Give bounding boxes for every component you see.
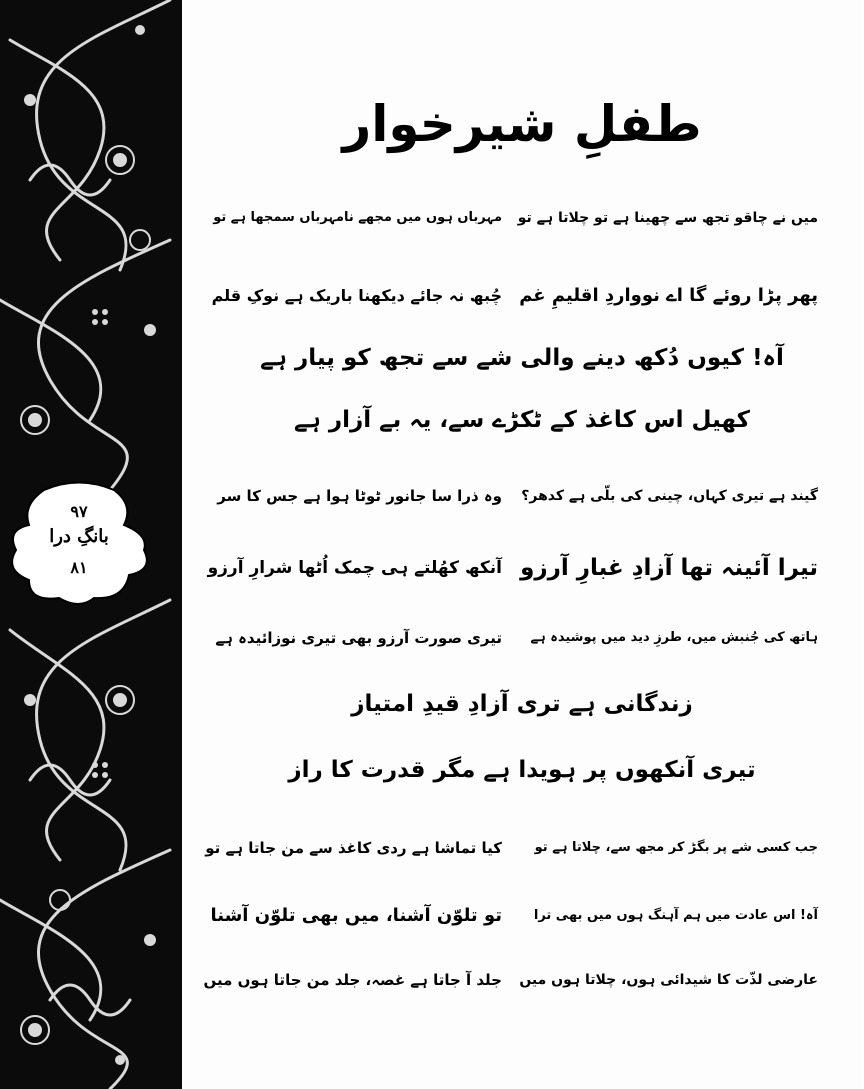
- verse-line: آنکھ کھُلتے ہی چمک اُٹھا شرارِ آرزو: [207, 558, 502, 578]
- verse-line: پھر پڑا روئے گا اے نوواردِ اقلیمِ غم: [519, 285, 818, 306]
- verse-line: تو تلوّن آشنا، میں بھی تلوّن آشنا: [210, 905, 502, 926]
- page-number-badge: [4, 480, 154, 610]
- verse-line: عارضی لذّت کا شیدائی ہوں، چلاتا ہوں میں: [519, 972, 818, 988]
- page-number-top: ۹۷: [70, 502, 88, 521]
- verse-line: جب کسی شے پر بگڑ کر مجھ سے، چلاتا ہے تو: [534, 840, 818, 855]
- page-number-bottom: ۸۱: [70, 558, 88, 577]
- verse-line: تیری صورت آرزو بھی تیری نوزائیدہ ہے: [215, 629, 502, 647]
- ornamental-side-panel: [0, 0, 182, 1089]
- verse-line: گیند ہے تیری کہاں، چینی کی بلّی ہے کدھر؟: [521, 488, 818, 504]
- verse-line: تیری آنکھوں پر ہویدا ہے مگر قدرت کا راز: [288, 757, 756, 783]
- verse-line: میں نے چاقو تجھ سے چھینا ہے تو چلاتا ہے تو: [517, 210, 818, 226]
- verse-line: کیا تماشا ہے ردی کاغذ سے من جاتا ہے تو: [205, 839, 502, 857]
- verse-line: مہرباں ہوں میں مجھے نامہرباں سمجھا ہے تو: [213, 210, 502, 225]
- poem-text-area: [182, 0, 862, 1089]
- verse-line: آہ! اس عادت میں ہم آہنگ ہوں میں بھی ترا: [533, 908, 818, 923]
- verse-line: زندگانی ہے تری آزادِ قیدِ امتیاز: [351, 691, 693, 717]
- verse-line: آہ! کیوں دُکھ دینے والی شے سے تجھ کو پیار ہے: [260, 345, 784, 371]
- verse-line: کھیل اس کاغذ کے ٹکڑے سے، یہ بے آزار ہے: [293, 407, 751, 433]
- poem-title: طفلِ شیرخوار: [342, 95, 702, 153]
- book-title: بانگِ درا: [49, 526, 109, 547]
- verse-line: جلد آ جاتا ہے غصہ، جلد من جاتا ہوں میں: [203, 971, 502, 989]
- verse-line: چُبھ نہ جائے دیکھنا باریک ہے نوکِ قلم: [211, 286, 502, 305]
- verse-line: ہاتھ کی جُنبش میں، طرزِ دید میں پوشیدہ ہے: [530, 630, 818, 645]
- verse-line: تیرا آئینہ تھا آزادِ غبارِ آرزو: [520, 555, 818, 581]
- verse-line: وہ ذرا سا جانور ٹوٹا ہوا ہے جس کا سر: [217, 487, 502, 505]
